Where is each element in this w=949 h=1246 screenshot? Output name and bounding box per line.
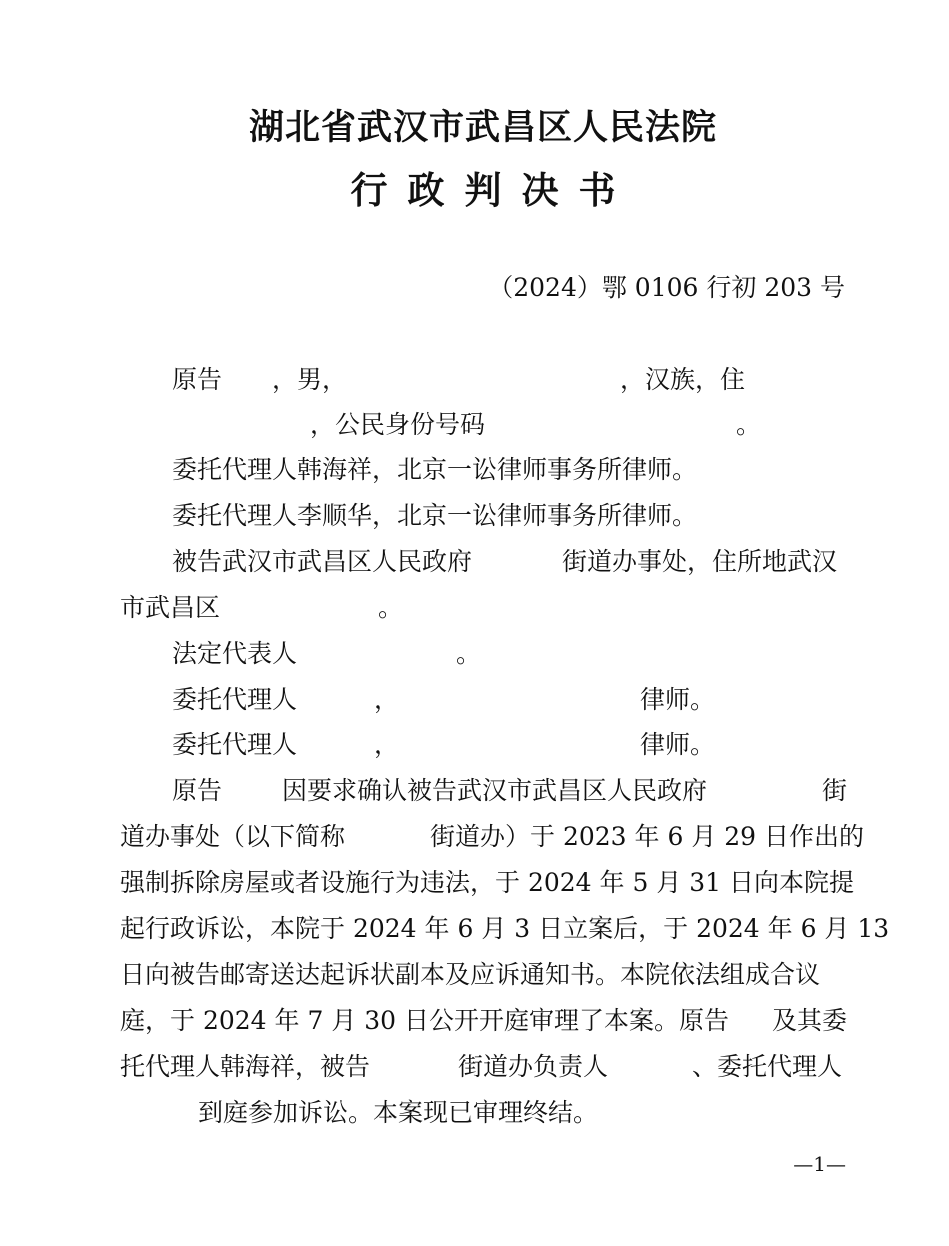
text-segment: 起行政诉讼，本院于 2024 年 6 月 3 日立案后，于 2024 年 6 月 13 [120, 914, 890, 943]
text-segment: 法定代表人 [172, 639, 298, 668]
text-segment: 原告 [172, 776, 223, 805]
text-segment: 律师。 [640, 730, 716, 759]
text-segment: 委托代理人李顺华，北京一讼律师事务所律师。 [172, 501, 698, 530]
text-segment: 庭，于 2024 年 7 月 30 日公开开庭审理了本案。原告 [120, 1006, 730, 1035]
text-segment: 托代理人韩海祥，被告 [120, 1052, 371, 1081]
text-segment: 市武昌区 [120, 593, 221, 622]
text-segment: 被告武汉市武昌区人民政府 [172, 547, 473, 576]
case-number: （2024）鄂 0106 行初 203 号 [488, 273, 845, 302]
text-segment: 街道办）于 2023 年 6 月 29 日作出的 [430, 822, 865, 851]
text-segment: ，汉族，住 [620, 365, 746, 394]
text-segment: 、委托代理人 [692, 1052, 843, 1081]
text-segment: ， [374, 685, 400, 714]
doc-type-char: 政 [407, 168, 445, 212]
doc-type-char: 决 [521, 168, 559, 212]
text-segment: 。 [736, 410, 762, 439]
page-number: —1— [793, 1152, 846, 1176]
text-segment: 及其委 [772, 1006, 848, 1035]
document-type [0, 162, 949, 218]
text-segment: 委托代理人 [172, 730, 298, 759]
text-segment: 。 [378, 593, 404, 622]
text-segment: ， [374, 730, 400, 759]
text-segment: 街 [822, 776, 848, 805]
doc-type-char: 书 [578, 168, 616, 212]
doc-type-char: 行 [350, 168, 388, 212]
text-segment: 律师。 [640, 685, 716, 714]
court-name: 湖北省武汉市武昌区人民法院 [248, 107, 717, 148]
text-segment: 委托代理人韩海祥，北京一讼律师事务所律师。 [172, 455, 698, 484]
text-segment: 到庭参加诉讼。本案现已审理终结。 [198, 1098, 599, 1127]
text-segment: 因要求确认被告武汉市武昌区人民政府 [282, 776, 708, 805]
text-segment: 日向被告邮寄送达起诉状副本及应诉通知书。本院依法组成合议 [120, 960, 821, 989]
text-segment: 街道办事处，住所地武汉 [562, 547, 838, 576]
text-segment: 强制拆除房屋或者设施行为违法，于 2024 年 5 月 31 日向本院提 [120, 868, 855, 897]
text-segment: 街道办负责人 [458, 1052, 609, 1081]
text-segment: 委托代理人 [172, 685, 298, 714]
text-segment: ，男， [272, 365, 348, 394]
text-segment: 。 [456, 639, 482, 668]
text-segment: 原告 [172, 365, 223, 394]
doc-type-char: 判 [464, 168, 502, 212]
text-segment: ，公民身份号码 [310, 410, 486, 439]
text-segment: 道办事处（以下简称 [120, 822, 346, 851]
